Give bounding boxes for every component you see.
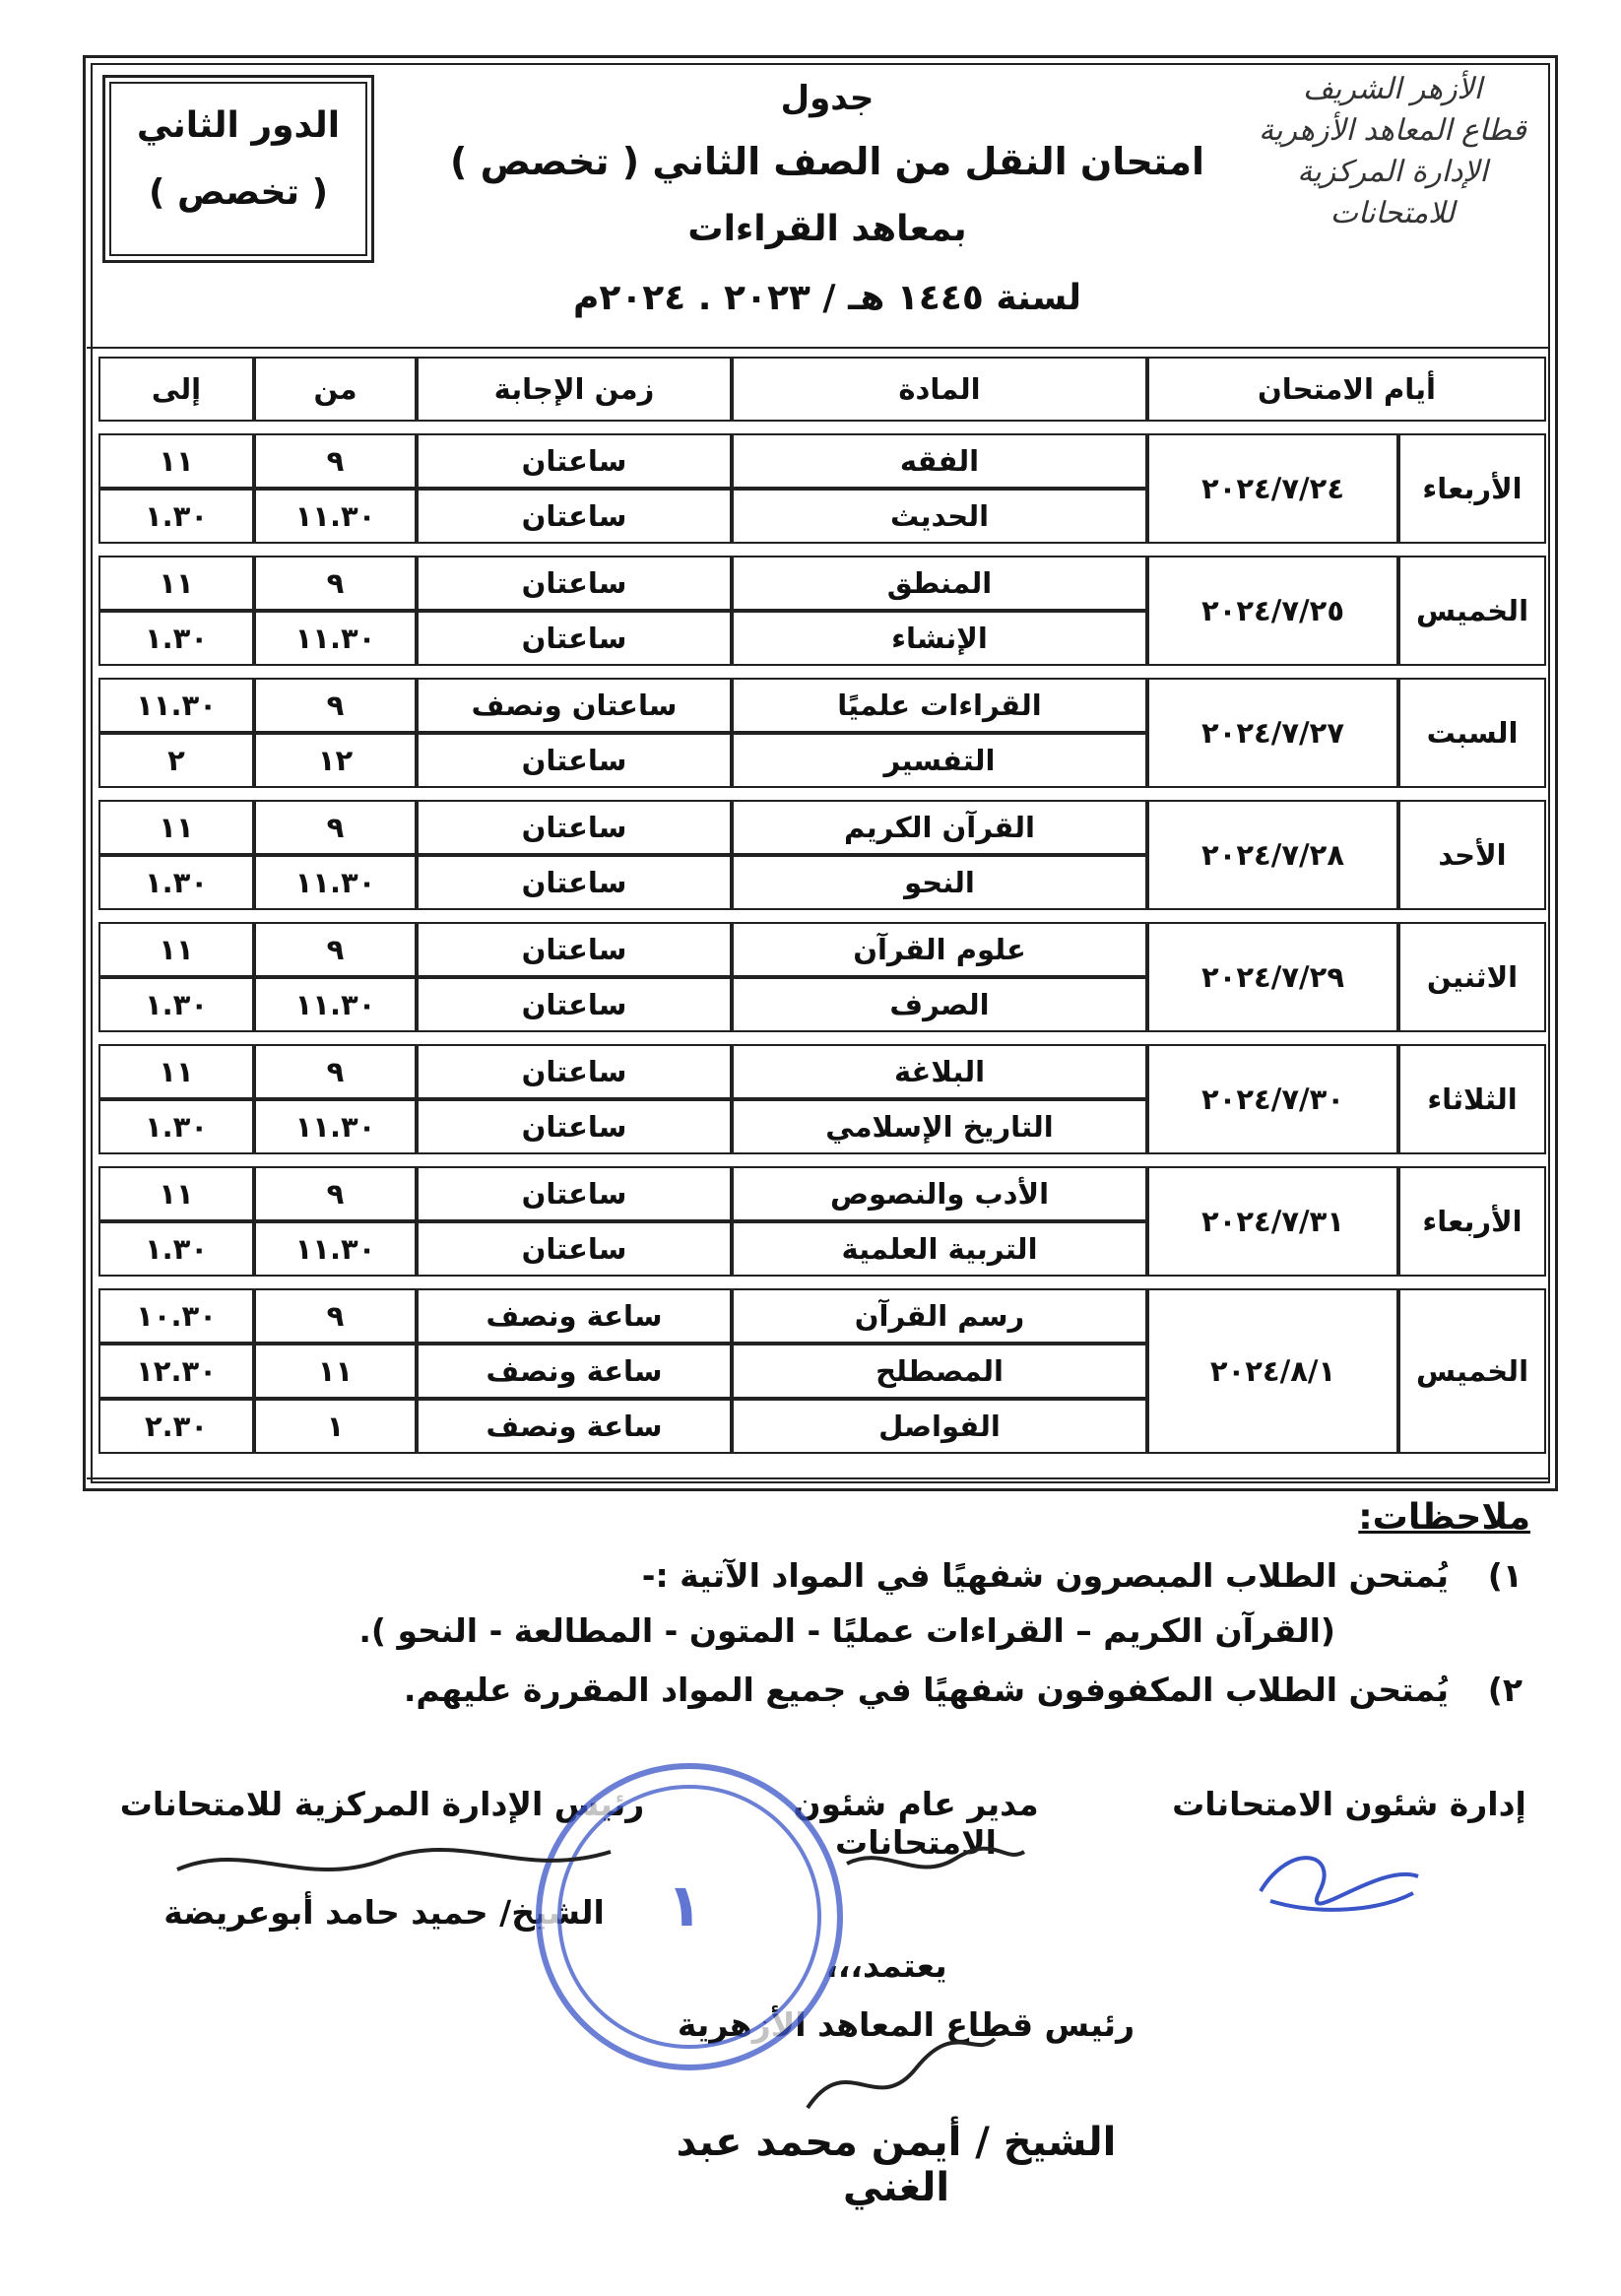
round-label: الدور الثاني [136, 105, 341, 146]
row-gap [98, 788, 1546, 800]
to-cell: ١١ [98, 1166, 254, 1221]
duration-cell: ساعتان [417, 556, 732, 611]
from-cell: ١١.٣٠ [254, 855, 417, 910]
from-cell: ٩ [254, 556, 417, 611]
note-1-number: ١) [1487, 1556, 1523, 1595]
row-gap [98, 1154, 1546, 1166]
subject-cell: الصرف [732, 977, 1147, 1032]
subject-cell: رسم القرآن [732, 1288, 1147, 1344]
duration-cell: ساعتان [417, 611, 732, 666]
subject-cell: المنطق [732, 556, 1147, 611]
table-row [98, 1166, 1546, 1221]
from-cell: ٩ [254, 1166, 417, 1221]
row-gap [98, 1277, 1546, 1288]
day-cell: الخميس [1398, 1288, 1546, 1454]
signature-scribble [837, 1834, 1034, 1893]
stamp-emblem: ١ [666, 1871, 703, 1940]
header-duration: زمن الإجابة [417, 357, 732, 422]
sig-central-head-name: الشيخ/ حميد حامد أبوعريضة [163, 1893, 605, 1932]
to-cell: ٢ [98, 733, 254, 788]
date-cell: ٢٠٢٤/٧/٢٨ [1147, 800, 1398, 910]
note-2: يُمتحن الطلاب المكفوفون شفهيًا في جميع المواد المقررة عليهم. [403, 1671, 1449, 1709]
from-cell: ٩ [254, 800, 417, 855]
notes-heading: ملاحظات: [1358, 1497, 1530, 1538]
date-cell: ٢٠٢٤/٧/٣١ [1147, 1166, 1398, 1277]
table-row [98, 800, 1546, 855]
subject-cell: البلاغة [732, 1044, 1147, 1099]
date-cell: ٢٠٢٤/٨/١ [1147, 1288, 1398, 1454]
sig-central-head: رئيس الإدارة المركزية للامتحانات [119, 1785, 645, 1823]
duration-cell: ساعتان [417, 1044, 732, 1099]
day-cell: السبت [1398, 678, 1546, 788]
subject-cell: التاريخ الإسلامي [732, 1099, 1147, 1154]
specialization-label: ( تخصص ) [148, 172, 329, 213]
sig-general-manager: مدير عام شئون الامتحانات [793, 1785, 1039, 1862]
day-cell: الاثنين [1398, 922, 1546, 1032]
day-cell: الأربعاء [1398, 433, 1546, 544]
row-gap [98, 422, 1546, 433]
doc-institutes: بمعاهد القراءات [687, 209, 967, 249]
header-to: إلى [98, 357, 254, 422]
doc-title: جدول [780, 79, 875, 118]
header-divider [87, 347, 1550, 349]
from-cell: ٩ [254, 1044, 417, 1099]
header-days: أيام الامتحان [1147, 357, 1546, 422]
row-gap [98, 666, 1546, 678]
doc-subtitle: امتحان النقل من الصف الثاني ( تخصص ) [449, 140, 1204, 183]
sig-approved: يعتمد،،، [825, 1946, 947, 1985]
table-row [98, 678, 1546, 733]
day-cell: الثلاثاء [1398, 1044, 1546, 1154]
from-cell: ٩ [254, 433, 417, 489]
note-2-number: ٢) [1487, 1671, 1523, 1709]
duration-cell: ساعة ونصف [417, 1344, 732, 1399]
to-cell: ١.٣٠ [98, 1221, 254, 1277]
from-cell: ١ [254, 1399, 417, 1454]
to-cell: ١.٣٠ [98, 489, 254, 544]
subject-cell: التربية العلمية [732, 1221, 1147, 1277]
duration-cell: ساعتان [417, 977, 732, 1032]
table-row [98, 922, 1546, 977]
duration-cell: ساعتان [417, 1221, 732, 1277]
from-cell: ١١.٣٠ [254, 977, 417, 1032]
from-cell: ١٢ [254, 733, 417, 788]
duration-cell: ساعتان [417, 489, 732, 544]
subject-cell: القرآن الكريم [732, 800, 1147, 855]
subject-cell: الإنشاء [732, 611, 1147, 666]
to-cell: ١.٣٠ [98, 1099, 254, 1154]
to-cell: ١٢.٣٠ [98, 1344, 254, 1399]
to-cell: ١١ [98, 922, 254, 977]
duration-cell: ساعتان [417, 922, 732, 977]
table-row [98, 556, 1546, 611]
date-cell: ٢٠٢٤/٧/٢٧ [1147, 678, 1398, 788]
subject-cell: علوم القرآن [732, 922, 1147, 977]
subject-cell: الأدب والنصوص [732, 1166, 1147, 1221]
duration-cell: ساعتان [417, 855, 732, 910]
to-cell: ١١ [98, 433, 254, 489]
to-cell: ١٠.٣٠ [98, 1288, 254, 1344]
day-cell: الأحد [1398, 800, 1546, 910]
logo-line: الأزهر الشريف [1302, 72, 1483, 106]
subject-cell: الفواصل [732, 1399, 1147, 1454]
signature-scribble [167, 1830, 620, 1899]
to-cell: ٢.٣٠ [98, 1399, 254, 1454]
day-cell: الأربعاء [1398, 1166, 1546, 1277]
logo-line: الإدارة المركزية للامتحانات [1297, 155, 1488, 230]
azhar-logo [1245, 69, 1540, 234]
from-cell: ٩ [254, 678, 417, 733]
duration-cell: ساعتان [417, 433, 732, 489]
day-cell: الخميس [1398, 556, 1546, 666]
duration-cell: ساعة ونصف [417, 1288, 732, 1344]
from-cell: ١١.٣٠ [254, 489, 417, 544]
from-cell: ١١.٣٠ [254, 1099, 417, 1154]
date-cell: ٢٠٢٤/٧/٢٩ [1147, 922, 1398, 1032]
subject-cell: النحو [732, 855, 1147, 910]
duration-cell: ساعتان [417, 1166, 732, 1221]
from-cell: ١١ [254, 1344, 417, 1399]
row-gap [98, 544, 1546, 556]
signature-scribble [788, 2029, 1005, 2128]
to-cell: ١١ [98, 800, 254, 855]
from-cell: ٩ [254, 922, 417, 977]
row-gap [98, 1032, 1546, 1044]
duration-cell: ساعتان [417, 1099, 732, 1154]
subject-cell: التفسير [732, 733, 1147, 788]
to-cell: ١.٣٠ [98, 855, 254, 910]
from-cell: ١١.٣٠ [254, 611, 417, 666]
date-cell: ٢٠٢٤/٧/٢٤ [1147, 433, 1398, 544]
subject-cell: المصطلح [732, 1344, 1147, 1399]
from-cell: ٩ [254, 1288, 417, 1344]
table-bottom-divider [87, 1477, 1550, 1479]
logo-line: قطاع المعاهد الأزهرية [1259, 113, 1526, 148]
from-cell: ١١.٣٠ [254, 1221, 417, 1277]
sig-exams-admin: إدارة شئون الامتحانات [1172, 1785, 1526, 1823]
to-cell: ١١ [98, 1044, 254, 1099]
subject-cell: القراءات علميًا [732, 678, 1147, 733]
note-1: يُمتحن الطلاب المبصرون شفهيًا في المواد الآتية :- [641, 1556, 1449, 1595]
subject-cell: الحديث [732, 489, 1147, 544]
round-box [102, 75, 374, 263]
to-cell: ١.٣٠ [98, 977, 254, 1032]
date-cell: ٢٠٢٤/٧/٣٠ [1147, 1044, 1398, 1154]
to-cell: ١١.٣٠ [98, 678, 254, 733]
row-gap [98, 910, 1546, 922]
table-row [98, 433, 1546, 489]
note-1-detail: (القرآن الكريم – القراءات عمليًا - المتون - المطالعة - النحو ). [358, 1611, 1335, 1650]
to-cell: ١١ [98, 556, 254, 611]
header-from: من [254, 357, 417, 422]
duration-cell: ساعة ونصف [417, 1399, 732, 1454]
duration-cell: ساعتان ونصف [417, 678, 732, 733]
date-cell: ٢٠٢٤/٧/٢٥ [1147, 556, 1398, 666]
subject-cell: الفقه [732, 433, 1147, 489]
header-subject: المادة [732, 357, 1147, 422]
table-row [98, 1288, 1546, 1344]
duration-cell: ساعتان [417, 800, 732, 855]
sig-sector-head-name: الشيخ / أيمن محمد عبد الغني [676, 2120, 1117, 2210]
doc-year: لسنة ١٤٤٥ هـ / ٢٠٢٣ . ٢٠٢٤م [572, 278, 1082, 318]
exam-schedule-table [98, 357, 1546, 1454]
signature-scribble [1251, 1822, 1428, 1931]
duration-cell: ساعتان [417, 733, 732, 788]
table-row [98, 1044, 1546, 1099]
to-cell: ١.٣٠ [98, 611, 254, 666]
sig-sector-head: رئيس قطاع المعاهد الأزهرية [677, 2005, 1135, 2044]
